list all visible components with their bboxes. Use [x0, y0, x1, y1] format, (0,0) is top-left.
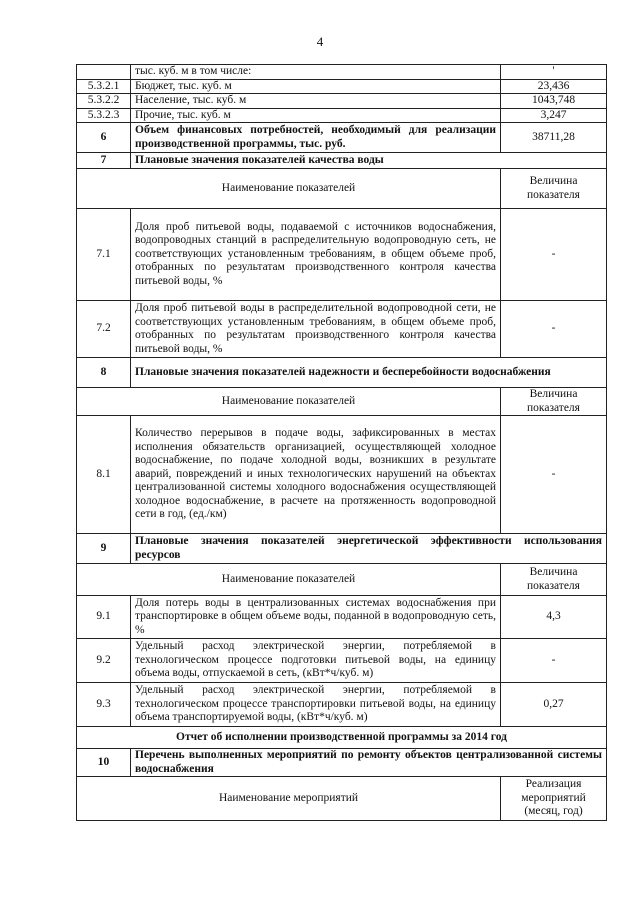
section-header — [77, 358, 607, 388]
section-title: Плановые значения показателей энергетической эффективности использования ресурсов — [131, 534, 607, 564]
row-value: 3,247 — [501, 108, 607, 123]
column-header-value: Реализация мероприятий (месяц, год) — [501, 777, 607, 821]
row-value: 23,436 — [501, 79, 607, 94]
column-header-name: Наименование показателей — [77, 388, 501, 416]
table-row — [77, 65, 607, 80]
row-value: 38711,28 — [501, 123, 607, 153]
row-text: Объем финансовых потребностей, необходимый для реализации производственной программы, тыс. руб. — [131, 123, 501, 153]
page-number: 4 — [316, 34, 324, 49]
program-table — [76, 64, 607, 821]
table-row — [77, 123, 607, 153]
row-text: Доля проб питьевой воды в распределительной водопроводной сети, не соответствующих установленным требованиям, в общем объеме проб, отобранных по результатам производственного контроля качества питьевой воды, % — [131, 301, 501, 358]
column-header-row — [77, 169, 607, 209]
row-number: 5.3.2.2 — [77, 94, 131, 109]
row-value: - — [501, 301, 607, 358]
column-header-value: Величина показателя — [501, 564, 607, 596]
row-value: - — [501, 639, 607, 683]
report-title: Отчет об исполнении производственной программы за 2014 год — [77, 727, 607, 749]
row-value: 1043,748 — [501, 94, 607, 109]
row-text: Удельный расход электрической энергии, потребляемой в технологическом процессе транспортировки питьевой воды, на единицу объема транспортируемой воды, (кВт*ч/куб. м) — [131, 683, 501, 727]
section-header — [77, 153, 607, 169]
row-text: Бюджет, тыс. куб. м — [131, 79, 501, 94]
row-text: Население, тыс. куб. м — [131, 94, 501, 109]
row-number: 9.3 — [77, 683, 131, 727]
row-text: тыс. куб. м в том числе: — [131, 65, 501, 80]
table-row — [77, 209, 607, 301]
row-text: Доля проб питьевой воды, подаваемой с источников водоснабжения, водопроводных станций в распределительную водопроводную сеть, не соответствующих установленным требованиям, в общем объеме проб, отобранных по результатам производственного контроля качества питьевой воды, % — [131, 209, 501, 301]
row-number — [77, 65, 131, 80]
section-number: 10 — [77, 749, 131, 777]
table-row — [77, 639, 607, 683]
section-title: Плановые значения показателей надежности и бесперебойности водоснабжения — [131, 358, 607, 388]
column-header-name: Наименование мероприятий — [77, 777, 501, 821]
section-title: Перечень выполненных мероприятий по ремонту объектов централизованной системы водоснабжения — [131, 749, 607, 777]
row-text: Удельный расход электрической энергии, потребляемой в технологическом процессе подготовки питьевой воды, на единицу объема воды, отпускаемой в сеть, (кВт*ч/куб. м) — [131, 639, 501, 683]
table-row — [77, 108, 607, 123]
table-row — [77, 596, 607, 639]
table-row — [77, 416, 607, 534]
row-value: - — [501, 209, 607, 301]
section-number: 9 — [77, 534, 131, 564]
column-header-name: Наименование показателей — [77, 564, 501, 596]
section-header — [77, 749, 607, 777]
column-header-name: Наименование показателей — [77, 169, 501, 209]
table-row — [77, 94, 607, 109]
section-title: Плановые значения показателей качества воды — [131, 153, 607, 169]
column-header-row — [77, 564, 607, 596]
column-header-row — [77, 388, 607, 416]
report-title-row — [77, 727, 607, 749]
column-header-value: Величина показателя — [501, 169, 607, 209]
row-number: 6 — [77, 123, 131, 153]
row-number: 5.3.2.1 — [77, 79, 131, 94]
row-text: Прочие, тыс. куб. м — [131, 108, 501, 123]
row-number: 7.2 — [77, 301, 131, 358]
table-row — [77, 683, 607, 727]
row-number: 7.1 — [77, 209, 131, 301]
column-header-value: Величина показателя — [501, 388, 607, 416]
row-text: Доля потерь воды в централизованных системах водоснабжения при транспортировке в общем объеме воды, поданной в водопроводную сеть, % — [131, 596, 501, 639]
section-number: 7 — [77, 153, 131, 169]
table-row — [77, 301, 607, 358]
row-text: Количество перерывов в подаче воды, зафиксированных в местах исполнения обязательств организацией, осуществляющей холодное водоснабжение, по подаче холодной воды, возникших в результате аварий, повреждений и иных технологических нарушений на объектах централизованной системы холодного водоснабжения осуществляющей холодное водоснабжение, в расчете на протяженность водопроводной сети в год, (ед./км) — [131, 416, 501, 534]
row-value: ' — [501, 65, 607, 80]
section-number: 8 — [77, 358, 131, 388]
column-header-row — [77, 777, 607, 821]
row-value: 0,27 — [501, 683, 607, 727]
section-header — [77, 534, 607, 564]
row-value: 4,3 — [501, 596, 607, 639]
row-number: 5.3.2.3 — [77, 108, 131, 123]
row-number: 8.1 — [77, 416, 131, 534]
row-value: - — [501, 416, 607, 534]
row-number: 9.1 — [77, 596, 131, 639]
table-row — [77, 79, 607, 94]
row-number: 9.2 — [77, 639, 131, 683]
